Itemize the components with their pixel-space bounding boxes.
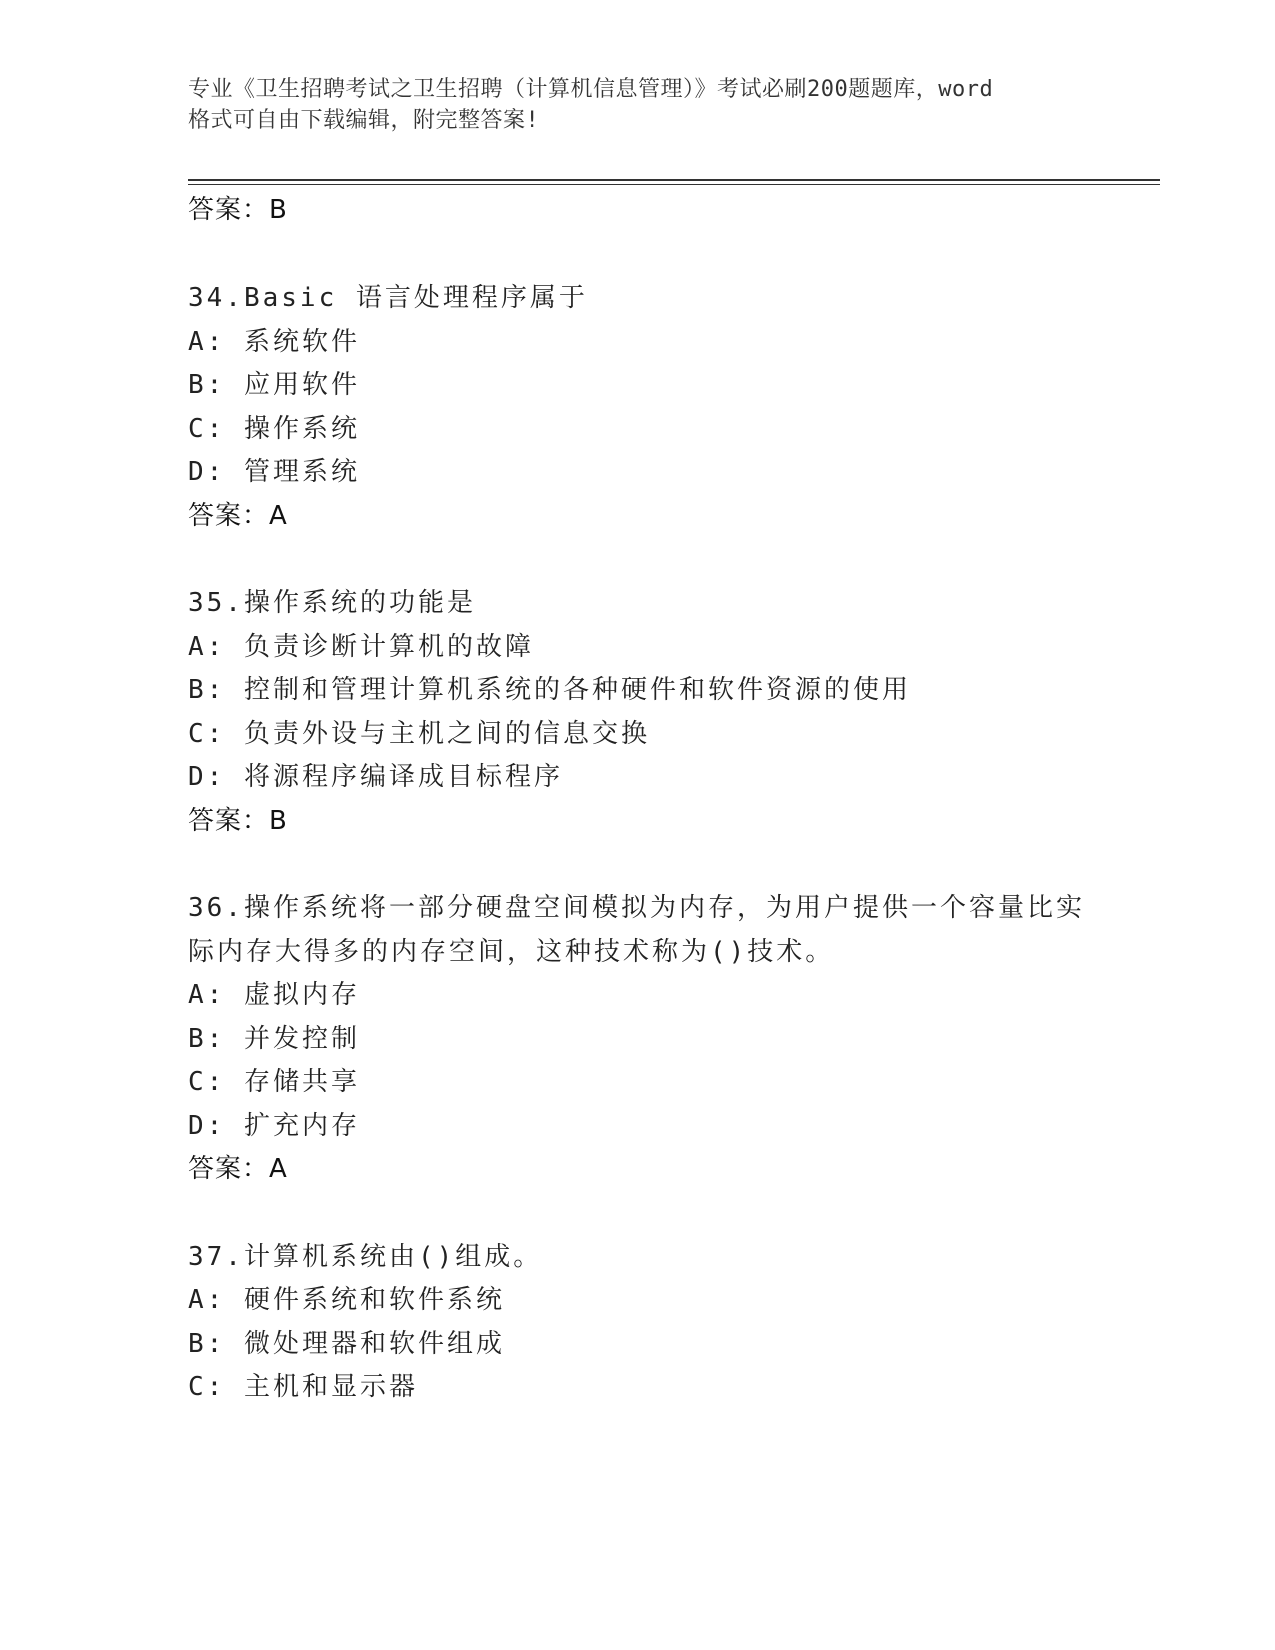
option-b: B: 应用软件 [188,370,360,400]
header-line-1: 专业《卫生招聘考试之卫生招聘（计算机信息管理）》考试必刷200题题库，word [188,77,994,102]
answer-line: 答案：B [188,806,288,836]
answer-line: 答案：A [188,1154,288,1184]
option-d: D: 扩充内存 [188,1111,360,1141]
option-d: D: 将源程序编译成目标程序 [188,762,563,792]
question-stem: 37.计算机系统由()组成。 [188,1242,543,1272]
option-d: D: 管理系统 [188,457,360,487]
option-c: C: 操作系统 [188,414,360,444]
question-stem: 34.Basic 语言处理程序属于 [188,283,588,313]
option-b: B: 并发控制 [188,1024,360,1054]
answer-line: 答案：A [188,501,288,531]
answer-line: 答案：B [188,195,288,225]
question-stem: 35.操作系统的功能是 [188,588,476,618]
option-c: C: 存储共享 [188,1067,360,1097]
option-a: A: 硬件系统和软件系统 [188,1285,505,1315]
option-a: A: 虚拟内存 [188,980,360,1010]
document-header [188,74,1088,136]
option-b: B: 控制和管理计算机系统的各种硬件和软件资源的使用 [188,675,911,705]
header-line-2: 格式可自由下载编辑，附完整答案! [188,108,540,133]
question-stem: 36.操作系统将一部分硬盘空间模拟为内存，为用户提供一个容量比实 [188,893,1085,923]
option-a: A: 系统软件 [188,327,360,357]
option-c: C: 主机和显示器 [188,1372,418,1402]
header-divider-thin [188,184,1160,185]
option-b: B: 微处理器和软件组成 [188,1329,505,1359]
option-a: A: 负责诊断计算机的故障 [188,632,534,662]
question-stem-continued: 际内存大得多的内存空间，这种技术称为()技术。 [188,937,835,967]
header-divider [188,179,1160,181]
option-c: C: 负责外设与主机之间的信息交换 [188,719,650,749]
